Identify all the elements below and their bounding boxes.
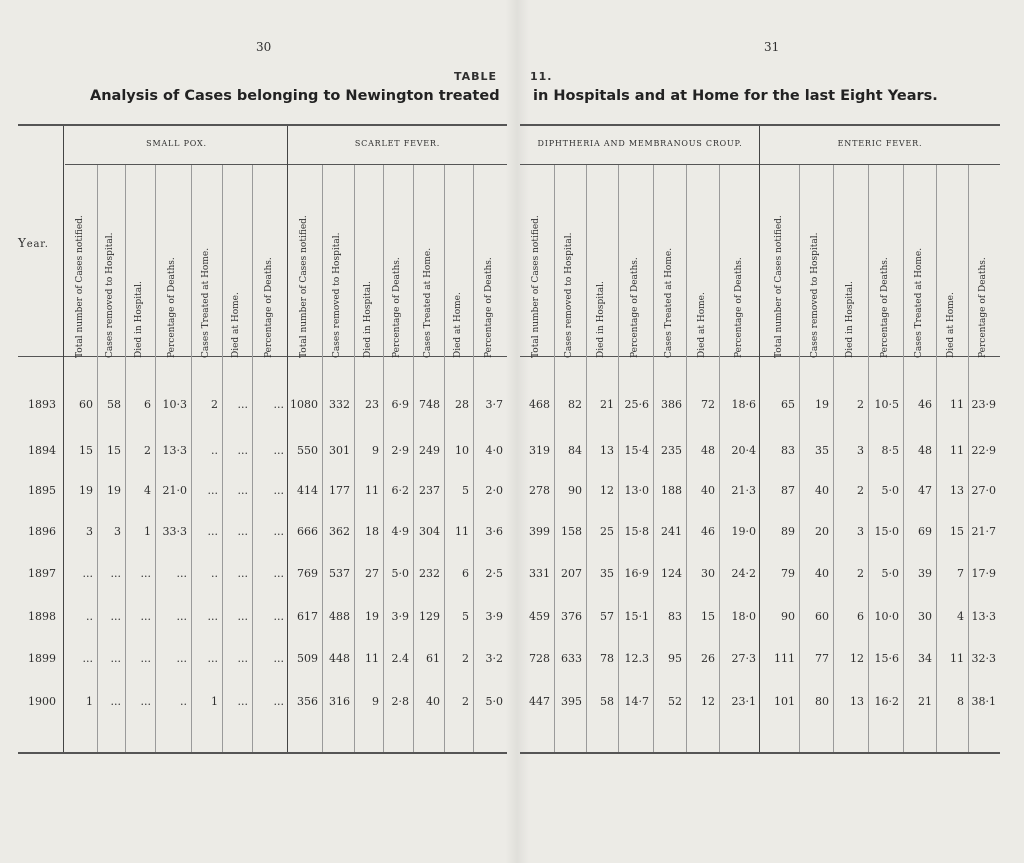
table-cell: 12 xyxy=(600,484,614,497)
table-cell: 2 xyxy=(462,652,469,665)
table-row xyxy=(0,525,1024,545)
table-cell: .. xyxy=(86,610,93,623)
table-cell: 61 xyxy=(426,652,440,665)
table-cell: 235 xyxy=(661,444,682,457)
table-cell: 2·9 xyxy=(391,444,409,457)
table-cell: ... xyxy=(82,567,93,580)
table-cell: 9 xyxy=(372,695,379,708)
group-label: SMALL POX. xyxy=(146,139,207,148)
table-cell: ... xyxy=(176,652,187,665)
table-cell: 304 xyxy=(419,525,440,538)
table-cell: 82 xyxy=(568,398,582,411)
table-cell: ... xyxy=(176,567,187,580)
table-cell: 12 xyxy=(701,695,715,708)
year-cell: 1898 xyxy=(28,610,56,623)
table-cell: 3 xyxy=(86,525,93,538)
table-cell: 11 xyxy=(365,484,379,497)
column-header: Died at Home. xyxy=(231,292,241,358)
table-cell: ... xyxy=(273,525,284,538)
table-cell: 459 xyxy=(529,610,550,623)
table-cell: 15·4 xyxy=(624,444,649,457)
table-cell: 21·0 xyxy=(162,484,187,497)
table-cell: 90 xyxy=(781,610,795,623)
table-cell: 15·8 xyxy=(624,525,649,538)
table-cell: 11 xyxy=(365,652,379,665)
table-cell: 5·0 xyxy=(881,567,899,580)
column-header: Percentage of Deaths. xyxy=(978,257,988,358)
table-cell: 60 xyxy=(815,610,829,623)
table-cell: 28 xyxy=(455,398,469,411)
table-cell: 2·8 xyxy=(391,695,409,708)
table-cell: ... xyxy=(110,567,121,580)
table-cell: 158 xyxy=(561,525,582,538)
table-cell: 25·6 xyxy=(624,398,649,411)
table-cell: 83 xyxy=(781,444,795,457)
table-cell: 20 xyxy=(815,525,829,538)
table-cell: 376 xyxy=(561,610,582,623)
table-cell: ... xyxy=(140,652,151,665)
table-cell: 15 xyxy=(701,610,715,623)
bottom-rule-left xyxy=(18,752,507,754)
table-cell: 124 xyxy=(661,567,682,580)
table-cell: 6 xyxy=(462,567,469,580)
table-cell: 5·0 xyxy=(391,567,409,580)
table-cell: 89 xyxy=(781,525,795,538)
column-header: Percentage of Deaths. xyxy=(629,257,640,358)
column-header: Percentage of Deaths. xyxy=(733,257,744,358)
table-cell: 1 xyxy=(144,525,151,538)
column-header: Percentage of Deaths. xyxy=(167,257,177,358)
table-cell: 80 xyxy=(815,695,829,708)
table-cell: 27 xyxy=(365,567,379,580)
table-cell: 30 xyxy=(918,610,932,623)
table-cell: 177 xyxy=(329,484,350,497)
table-cell: 5 xyxy=(462,610,469,623)
table-cell: 16·9 xyxy=(624,567,649,580)
table-cell: 5·0 xyxy=(881,484,899,497)
year-cell: 1900 xyxy=(28,695,56,708)
table-cell: 1 xyxy=(211,695,218,708)
table-cell: .. xyxy=(211,444,218,457)
right-page-number: 31 xyxy=(764,40,780,54)
table-cell: 509 xyxy=(297,652,318,665)
table-cell: 550 xyxy=(297,444,318,457)
table-cell: 232 xyxy=(419,567,440,580)
table-cell: 16·2 xyxy=(874,695,899,708)
table-cell: 3·7 xyxy=(485,398,503,411)
table-cell: 23·1 xyxy=(731,695,756,708)
table-cell: 21 xyxy=(600,398,614,411)
table-cell: 35 xyxy=(600,567,614,580)
table-cell: 241 xyxy=(661,525,682,538)
table-cell: 18 xyxy=(365,525,379,538)
table-cell: 14·7 xyxy=(624,695,649,708)
table-cell: ... xyxy=(273,398,284,411)
table-cell: 34 xyxy=(918,652,932,665)
table-cell: 10·0 xyxy=(874,610,899,623)
table-cell: 20·4 xyxy=(731,444,756,457)
column-header: Died in Hospital. xyxy=(362,281,373,358)
table-cell: 52 xyxy=(668,695,682,708)
table-label: TABLE xyxy=(454,70,498,83)
table-cell: 4·0 xyxy=(485,444,503,457)
table-cell: 101 xyxy=(774,695,795,708)
column-header: Cases removed to Hospital. xyxy=(105,232,115,358)
table-cell: 488 xyxy=(329,610,350,623)
table-cell: ... xyxy=(110,610,121,623)
table-cell: 19 xyxy=(107,484,121,497)
table-cell: 2 xyxy=(462,695,469,708)
table-cell: ... xyxy=(140,610,151,623)
table-cell: 40 xyxy=(815,484,829,497)
book-gutter xyxy=(505,0,529,863)
column-header: Total number of Cases notified. xyxy=(531,215,541,358)
year-header: Year. xyxy=(18,236,49,250)
table-cell: 666 xyxy=(297,525,318,538)
table-cell: .. xyxy=(211,567,218,580)
table-cell: 6 xyxy=(857,610,864,623)
table-cell: 13·3 xyxy=(162,444,187,457)
table-cell: 2.4 xyxy=(391,652,409,665)
group-underline xyxy=(288,164,507,165)
year-cell: 1895 xyxy=(28,484,56,497)
table-cell: 2 xyxy=(857,398,864,411)
table-cell: 3 xyxy=(114,525,121,538)
table-cell: 3·9 xyxy=(391,610,409,623)
table-cell: 5 xyxy=(462,484,469,497)
table-cell: 447 xyxy=(529,695,550,708)
table-cell: 249 xyxy=(419,444,440,457)
table-cell: 331 xyxy=(529,567,550,580)
table-row xyxy=(0,444,1024,464)
table-cell: 319 xyxy=(529,444,550,457)
column-header: Total number of Cases notified. xyxy=(299,215,309,358)
table-cell: 11 xyxy=(455,525,469,538)
title-left: Analysis of Cases belonging to Newington treated xyxy=(90,88,500,104)
table-cell: 13 xyxy=(600,444,614,457)
table-cell: 395 xyxy=(561,695,582,708)
table-cell: 6 xyxy=(144,398,151,411)
table-cell: 17·9 xyxy=(971,567,996,580)
column-header: Percentage of Deaths. xyxy=(484,257,494,358)
bottom-rule-right xyxy=(520,752,1000,754)
column-header: Cases Treated at Home. xyxy=(913,247,924,358)
table-row xyxy=(0,695,1024,715)
table-cell: 2 xyxy=(144,444,151,457)
table-cell: 24·2 xyxy=(731,567,756,580)
table-cell: 79 xyxy=(781,567,795,580)
table-cell: ... xyxy=(207,525,218,538)
table-cell: 301 xyxy=(329,444,350,457)
table-cell: 19·0 xyxy=(731,525,756,538)
table-cell: ... xyxy=(273,444,284,457)
table-cell: 15·6 xyxy=(874,652,899,665)
table-cell: 13·0 xyxy=(624,484,649,497)
table-cell: 362 xyxy=(329,525,350,538)
table-row xyxy=(0,484,1024,504)
table-cell: 769 xyxy=(297,567,318,580)
group-label: DIPHTHERIA AND MEMBRANOUS CROUP. xyxy=(537,139,743,148)
group-underline xyxy=(65,164,288,165)
table-row xyxy=(0,567,1024,587)
table-cell: 22·9 xyxy=(971,444,996,457)
table-number: 11. xyxy=(530,70,553,83)
table-cell: 399 xyxy=(529,525,550,538)
table-row xyxy=(0,610,1024,630)
table-cell: 2·0 xyxy=(485,484,503,497)
table-cell: 27·0 xyxy=(971,484,996,497)
table-cell: 11 xyxy=(950,444,964,457)
column-header: Died at Home. xyxy=(696,292,707,358)
table-cell: 207 xyxy=(561,567,582,580)
table-cell: 58 xyxy=(107,398,121,411)
table-cell: 21·7 xyxy=(971,525,996,538)
table-cell: 356 xyxy=(297,695,318,708)
table-cell: ... xyxy=(82,652,93,665)
table-cell: 27·3 xyxy=(731,652,756,665)
table-cell: 8 xyxy=(957,695,964,708)
table-cell: 414 xyxy=(297,484,318,497)
column-header: Total number of Cases notified. xyxy=(75,215,85,358)
column-header: Percentage of Deaths. xyxy=(879,257,890,358)
table-cell: 728 xyxy=(529,652,550,665)
table-cell: ... xyxy=(273,484,284,497)
table-cell: 18·0 xyxy=(731,610,756,623)
table-cell: 23 xyxy=(365,398,379,411)
table-cell: 11 xyxy=(950,398,964,411)
table-cell: 633 xyxy=(561,652,582,665)
table-cell: 69 xyxy=(918,525,932,538)
table-cell: 65 xyxy=(781,398,795,411)
table-cell: 47 xyxy=(918,484,932,497)
table-cell: 32·3 xyxy=(971,652,996,665)
table-cell: 87 xyxy=(781,484,795,497)
table-cell: 10·5 xyxy=(874,398,899,411)
column-header: Died in Hospital. xyxy=(134,281,144,358)
table-cell: 6·9 xyxy=(391,398,409,411)
table-cell: 448 xyxy=(329,652,350,665)
table-cell: ... xyxy=(273,610,284,623)
table-cell: 3·9 xyxy=(485,610,503,623)
table-cell: ... xyxy=(110,652,121,665)
table-cell: 2 xyxy=(857,567,864,580)
table-cell: 7 xyxy=(957,567,964,580)
table-cell: 2 xyxy=(857,484,864,497)
table-cell: 237 xyxy=(419,484,440,497)
year-cell: 1897 xyxy=(28,567,56,580)
table-cell: ... xyxy=(237,444,248,457)
table-cell: 4 xyxy=(957,610,964,623)
table-cell: 40 xyxy=(426,695,440,708)
table-cell: 129 xyxy=(419,610,440,623)
table-cell: 12 xyxy=(850,652,864,665)
table-cell: 77 xyxy=(815,652,829,665)
table-cell: 316 xyxy=(329,695,350,708)
group-label: SCARLET FEVER. xyxy=(354,139,441,148)
table-cell: ... xyxy=(140,567,151,580)
table-cell: 95 xyxy=(668,652,682,665)
table-cell: 33·3 xyxy=(162,525,187,538)
table-cell: 78 xyxy=(600,652,614,665)
table-cell: 48 xyxy=(918,444,932,457)
column-header: Cases removed to Hospital. xyxy=(564,232,574,358)
table-cell: 13·3 xyxy=(971,610,996,623)
table-cell: ... xyxy=(237,484,248,497)
table-cell: 18·6 xyxy=(731,398,756,411)
column-header: Died in Hospital. xyxy=(844,281,855,358)
group-underline xyxy=(760,164,1000,165)
table-cell: 21·3 xyxy=(731,484,756,497)
table-cell: 15 xyxy=(79,444,93,457)
table-cell: 748 xyxy=(419,398,440,411)
table-cell: 40 xyxy=(701,484,715,497)
table-cell: 15·0 xyxy=(874,525,899,538)
table-cell: 21 xyxy=(918,695,932,708)
table-cell: 111 xyxy=(774,652,795,665)
table-cell: 537 xyxy=(329,567,350,580)
table-cell: 26 xyxy=(701,652,715,665)
table-cell: 57 xyxy=(600,610,614,623)
table-cell: 1080 xyxy=(290,398,318,411)
table-cell: ... xyxy=(176,610,187,623)
column-header: Cases Treated at Home. xyxy=(200,247,211,358)
table-cell: 72 xyxy=(701,398,715,411)
table-cell: 2 xyxy=(211,398,218,411)
table-cell: ... xyxy=(237,525,248,538)
table-cell: 15·1 xyxy=(624,610,649,623)
table-cell: 19 xyxy=(365,610,379,623)
year-cell: 1893 xyxy=(28,398,56,411)
table-cell: 10·3 xyxy=(162,398,187,411)
column-header: Total number of Cases notified. xyxy=(773,215,784,358)
table-cell: 3·2 xyxy=(485,652,503,665)
table-cell: 386 xyxy=(661,398,682,411)
table-cell: 8·5 xyxy=(881,444,899,457)
group-label: ENTERIC FEVER. xyxy=(837,139,923,148)
table-cell: ... xyxy=(207,484,218,497)
column-header: Died in Hospital. xyxy=(596,281,606,358)
table-cell: 13 xyxy=(950,484,964,497)
table-cell: ... xyxy=(207,652,218,665)
table-cell: ... xyxy=(237,652,248,665)
table-cell: ... xyxy=(273,652,284,665)
table-cell: 48 xyxy=(701,444,715,457)
table-cell: 468 xyxy=(529,398,550,411)
table-cell: 15 xyxy=(950,525,964,538)
table-cell: 3 xyxy=(857,444,864,457)
table-cell: 332 xyxy=(329,398,350,411)
table-cell: ... xyxy=(237,610,248,623)
table-cell: 278 xyxy=(529,484,550,497)
column-header: Cases removed to Hospital. xyxy=(332,232,342,358)
year-cell: 1899 xyxy=(28,652,56,665)
table-cell: 19 xyxy=(79,484,93,497)
table-cell: 12.3 xyxy=(624,652,649,665)
table-cell: 25 xyxy=(600,525,614,538)
year-cell: 1896 xyxy=(28,525,56,538)
table-cell: 11 xyxy=(950,652,964,665)
table-cell: 9 xyxy=(372,444,379,457)
table-cell: 2·5 xyxy=(485,567,503,580)
table-cell: ... xyxy=(273,695,284,708)
table-row xyxy=(0,652,1024,672)
column-header: Percentage of Deaths. xyxy=(264,257,274,358)
table-cell: 1 xyxy=(86,695,93,708)
header-rule-left xyxy=(18,356,507,357)
table-cell: 60 xyxy=(79,398,93,411)
group-underline xyxy=(520,164,760,165)
table-cell: ... xyxy=(207,610,218,623)
top-rule-right xyxy=(520,124,1000,126)
table-cell: 90 xyxy=(568,484,582,497)
table-cell: ... xyxy=(110,695,121,708)
table-cell: ... xyxy=(273,567,284,580)
table-cell: ... xyxy=(237,567,248,580)
table-cell: 23·9 xyxy=(971,398,996,411)
table-cell: 6·2 xyxy=(391,484,409,497)
table-cell: 5·0 xyxy=(485,695,503,708)
header-rule-right xyxy=(520,356,1000,357)
table-cell: 30 xyxy=(701,567,715,580)
top-rule-left xyxy=(18,124,507,126)
table-cell: 4·9 xyxy=(391,525,409,538)
column-header: Cases removed to Hospital. xyxy=(810,232,820,358)
table-cell: 46 xyxy=(701,525,715,538)
column-header: Died at Home. xyxy=(452,292,463,358)
table-cell: 15 xyxy=(107,444,121,457)
column-header: Cases Treated at Home. xyxy=(663,247,674,358)
table-cell: ... xyxy=(237,695,248,708)
table-cell: 13 xyxy=(850,695,864,708)
table-cell: 617 xyxy=(297,610,318,623)
table-cell: ... xyxy=(237,398,248,411)
table-cell: 58 xyxy=(600,695,614,708)
table-cell: 10 xyxy=(455,444,469,457)
column-header: Died at Home. xyxy=(946,292,956,358)
title-right: in Hospitals and at Home for the last Eight Years. xyxy=(533,88,938,104)
table-cell: 35 xyxy=(815,444,829,457)
table-cell: 40 xyxy=(815,567,829,580)
table-cell: 4 xyxy=(144,484,151,497)
table-cell: 19 xyxy=(815,398,829,411)
table-cell: .. xyxy=(180,695,187,708)
table-cell: 83 xyxy=(668,610,682,623)
table-cell: 3·6 xyxy=(485,525,503,538)
table-cell: 188 xyxy=(661,484,682,497)
year-cell: 1894 xyxy=(28,444,56,457)
table-cell: ... xyxy=(140,695,151,708)
table-cell: 46 xyxy=(918,398,932,411)
table-cell: 38·1 xyxy=(971,695,996,708)
left-page-number: 30 xyxy=(256,40,272,54)
table-cell: 3 xyxy=(857,525,864,538)
table-cell: 84 xyxy=(568,444,582,457)
table-row xyxy=(0,398,1024,418)
table-cell: 39 xyxy=(918,567,932,580)
column-header: Percentage of Deaths. xyxy=(392,257,402,358)
column-header: Cases Treated at Home. xyxy=(422,247,433,358)
